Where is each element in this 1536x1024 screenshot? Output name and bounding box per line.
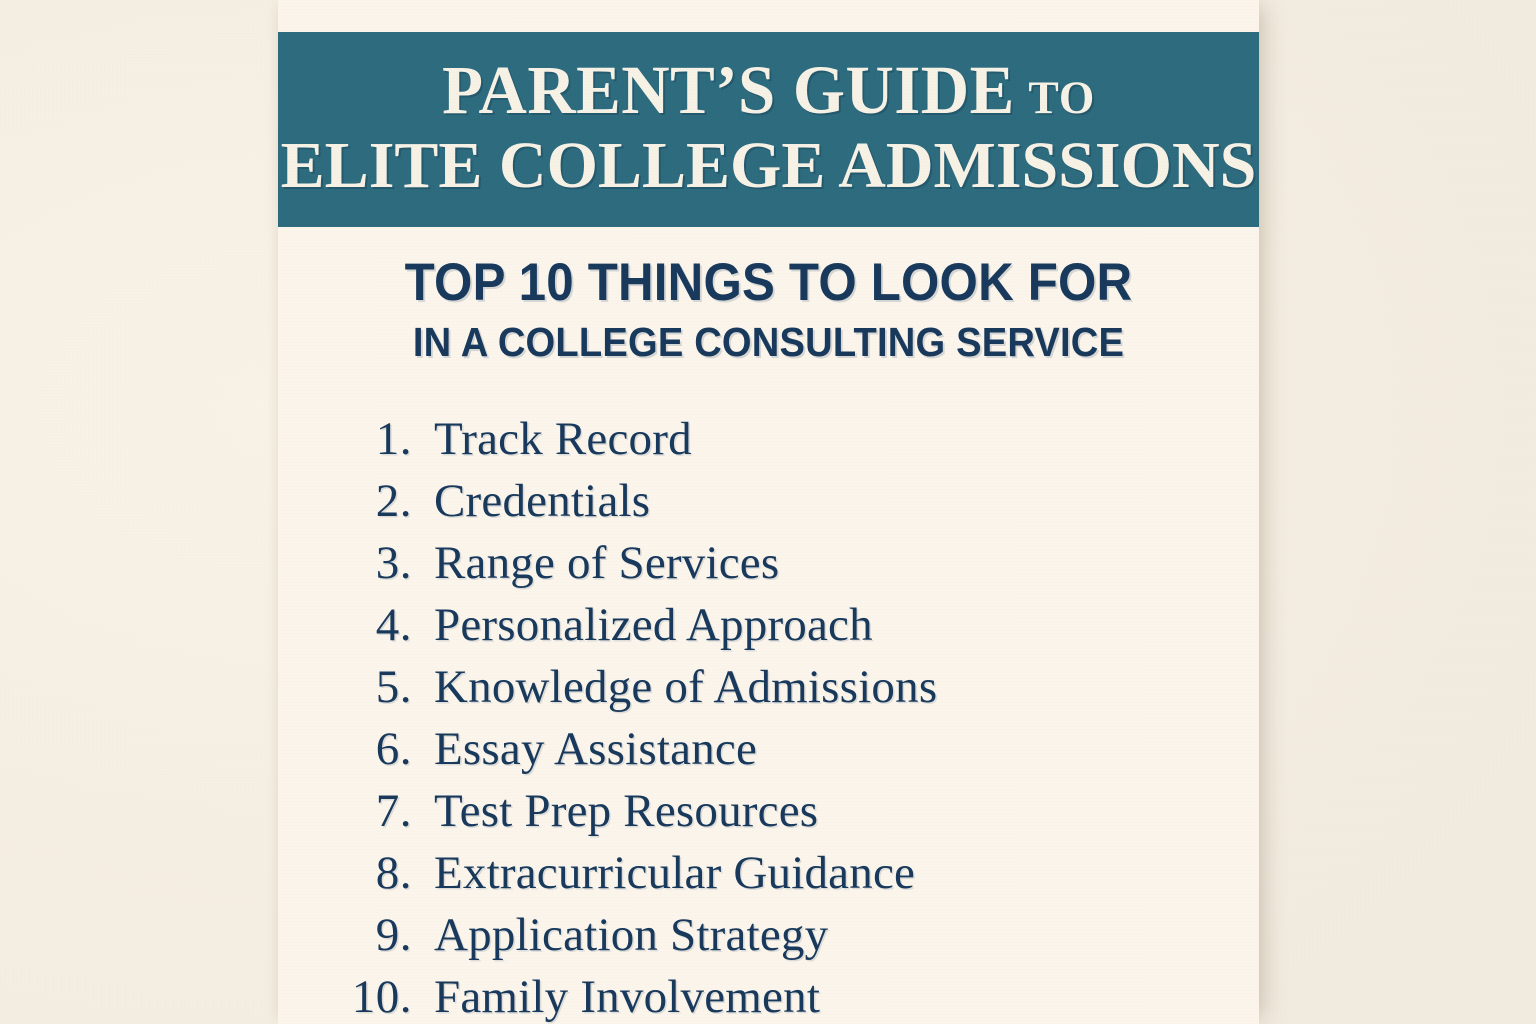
list-item	[338, 470, 1238, 532]
list-item-number: 8.	[375, 847, 412, 899]
list-item-label: Family Involvement	[434, 971, 821, 1023]
list-item-label: Credentials	[434, 475, 651, 527]
list-item-number: 3.	[375, 537, 412, 589]
list-item-label: Test Prep Resources	[434, 785, 819, 837]
list-item-number: 10.	[351, 971, 412, 1023]
list-item	[338, 966, 1238, 1024]
title-banner	[278, 32, 1259, 227]
list-item-number: 6.	[375, 723, 412, 775]
list-item-number: 1.	[375, 413, 412, 465]
list-item-label: Personalized Approach	[434, 599, 873, 651]
list-item-number: 5.	[375, 661, 412, 713]
list-item-number: 2.	[375, 475, 412, 527]
page-title: TOP 10 THINGS TO LOOK FOR	[404, 253, 1133, 312]
list-item-number: 4.	[375, 599, 412, 651]
list-item	[338, 594, 1238, 656]
list-item-number: 9.	[375, 909, 412, 961]
poster-card	[278, 0, 1259, 1024]
list-item-label: Application Strategy	[434, 909, 829, 961]
list-item	[338, 718, 1238, 780]
list-item-label: Range of Services	[434, 537, 780, 589]
banner-title-line-2: ELITE COLLEGE ADMISSIONS	[280, 129, 1257, 202]
list-item-label: Essay Assistance	[434, 723, 758, 775]
list-item	[338, 532, 1238, 594]
list-item-number: 7.	[375, 785, 412, 837]
banner-title-main: PARENT’S GUIDE	[441, 52, 1015, 128]
banner-title-suffix: TO	[1028, 72, 1096, 124]
list-item	[338, 842, 1238, 904]
list-item-label: Track Record	[434, 413, 692, 465]
heading-block	[278, 255, 1259, 365]
list-item	[338, 656, 1238, 718]
checklist	[338, 408, 1238, 1024]
list-item	[338, 408, 1238, 470]
list-item	[338, 904, 1238, 966]
list-item-label: Knowledge of Admissions	[434, 661, 938, 713]
list-item	[338, 780, 1238, 842]
list-item-label: Extracurricular Guidance	[434, 847, 916, 899]
banner-title-line-1	[441, 52, 1096, 128]
page-subtitle: IN A COLLEGE CONSULTING SERVICE	[412, 319, 1125, 366]
